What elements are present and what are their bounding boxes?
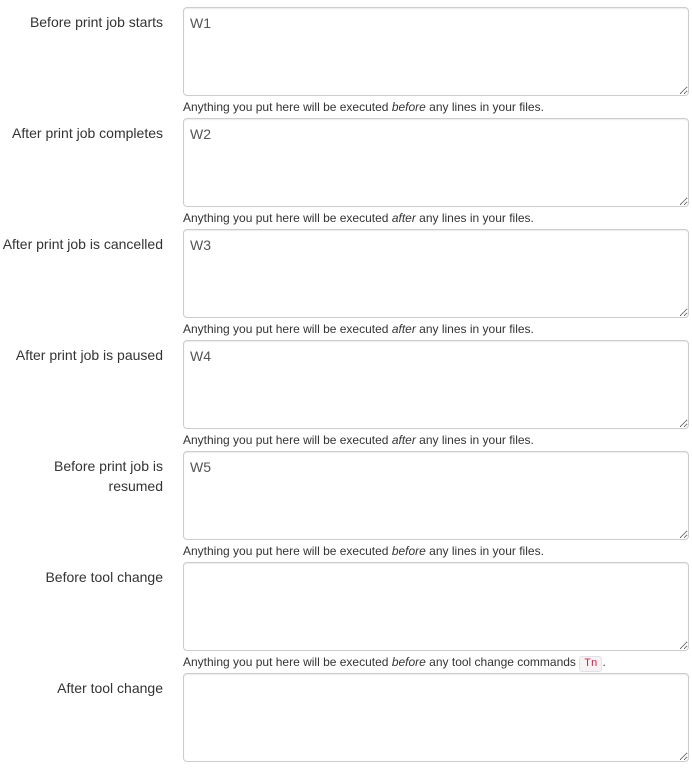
script-row-before-print-job-resumed — [0, 451, 692, 562]
help-text: Anything you put here will be executed — [183, 655, 392, 669]
help-emphasis: before — [391, 655, 426, 669]
script-row-before-tool-change — [0, 562, 692, 673]
help-text: any lines in your files. — [415, 433, 534, 447]
script-row-before-print-job-starts — [0, 7, 692, 118]
tool-change-command-code: Tn — [579, 656, 602, 672]
before-tool-change-textarea[interactable] — [183, 562, 689, 651]
help-text: any tool change commands — [425, 655, 580, 669]
script-row-after-tool-change — [0, 673, 692, 784]
script-row-after-print-job-paused — [0, 340, 692, 451]
after-print-job-cancelled-label: After print job is cancelled — [2, 236, 163, 252]
help-text: Anything you put here will be executed — [183, 433, 392, 447]
after-print-job-paused-help — [183, 433, 689, 448]
after-print-job-paused-textarea[interactable] — [183, 340, 689, 429]
before-print-job-resumed-textarea[interactable] — [183, 451, 689, 540]
help-text: . — [602, 655, 606, 669]
help-text: Anything you put here will be executed — [183, 100, 392, 114]
script-row-after-print-job-completes — [0, 118, 692, 229]
before-tool-change-label: Before tool change — [45, 569, 163, 585]
before-print-job-starts-textarea[interactable] — [183, 7, 689, 96]
before-tool-change-help — [183, 655, 689, 672]
after-tool-change-textarea[interactable] — [183, 673, 689, 762]
help-text: Anything you put here will be executed — [183, 211, 392, 225]
after-print-job-paused-label: After print job is paused — [15, 347, 163, 363]
after-print-job-completes-help — [183, 211, 689, 226]
before-print-job-resumed-help — [183, 544, 689, 559]
after-tool-change-label: After tool change — [57, 680, 163, 696]
help-text: any lines in your files. — [415, 211, 534, 225]
help-emphasis: before — [391, 544, 426, 558]
help-text: Anything you put here will be executed — [183, 544, 392, 558]
after-print-job-completes-textarea[interactable] — [183, 118, 689, 207]
help-emphasis: before — [391, 100, 426, 114]
after-print-job-completes-label: After print job completes — [12, 125, 163, 141]
before-print-job-starts-label: Before print job starts — [29, 14, 163, 30]
help-text: any lines in your files. — [415, 322, 534, 336]
script-row-after-print-job-cancelled — [0, 229, 692, 340]
help-text: Anything you put here will be executed — [183, 322, 392, 336]
before-print-job-resumed-label: Before print job is resumed — [54, 458, 163, 494]
help-emphasis: after — [391, 433, 416, 447]
after-print-job-cancelled-help — [183, 322, 689, 337]
gcode-scripts-form — [0, 7, 692, 784]
help-emphasis: after — [391, 322, 416, 336]
after-print-job-cancelled-textarea[interactable] — [183, 229, 689, 318]
help-emphasis: after — [391, 211, 416, 225]
before-print-job-starts-help — [183, 100, 689, 115]
help-text: any lines in your files. — [425, 544, 544, 558]
help-text: any lines in your files. — [425, 100, 544, 114]
